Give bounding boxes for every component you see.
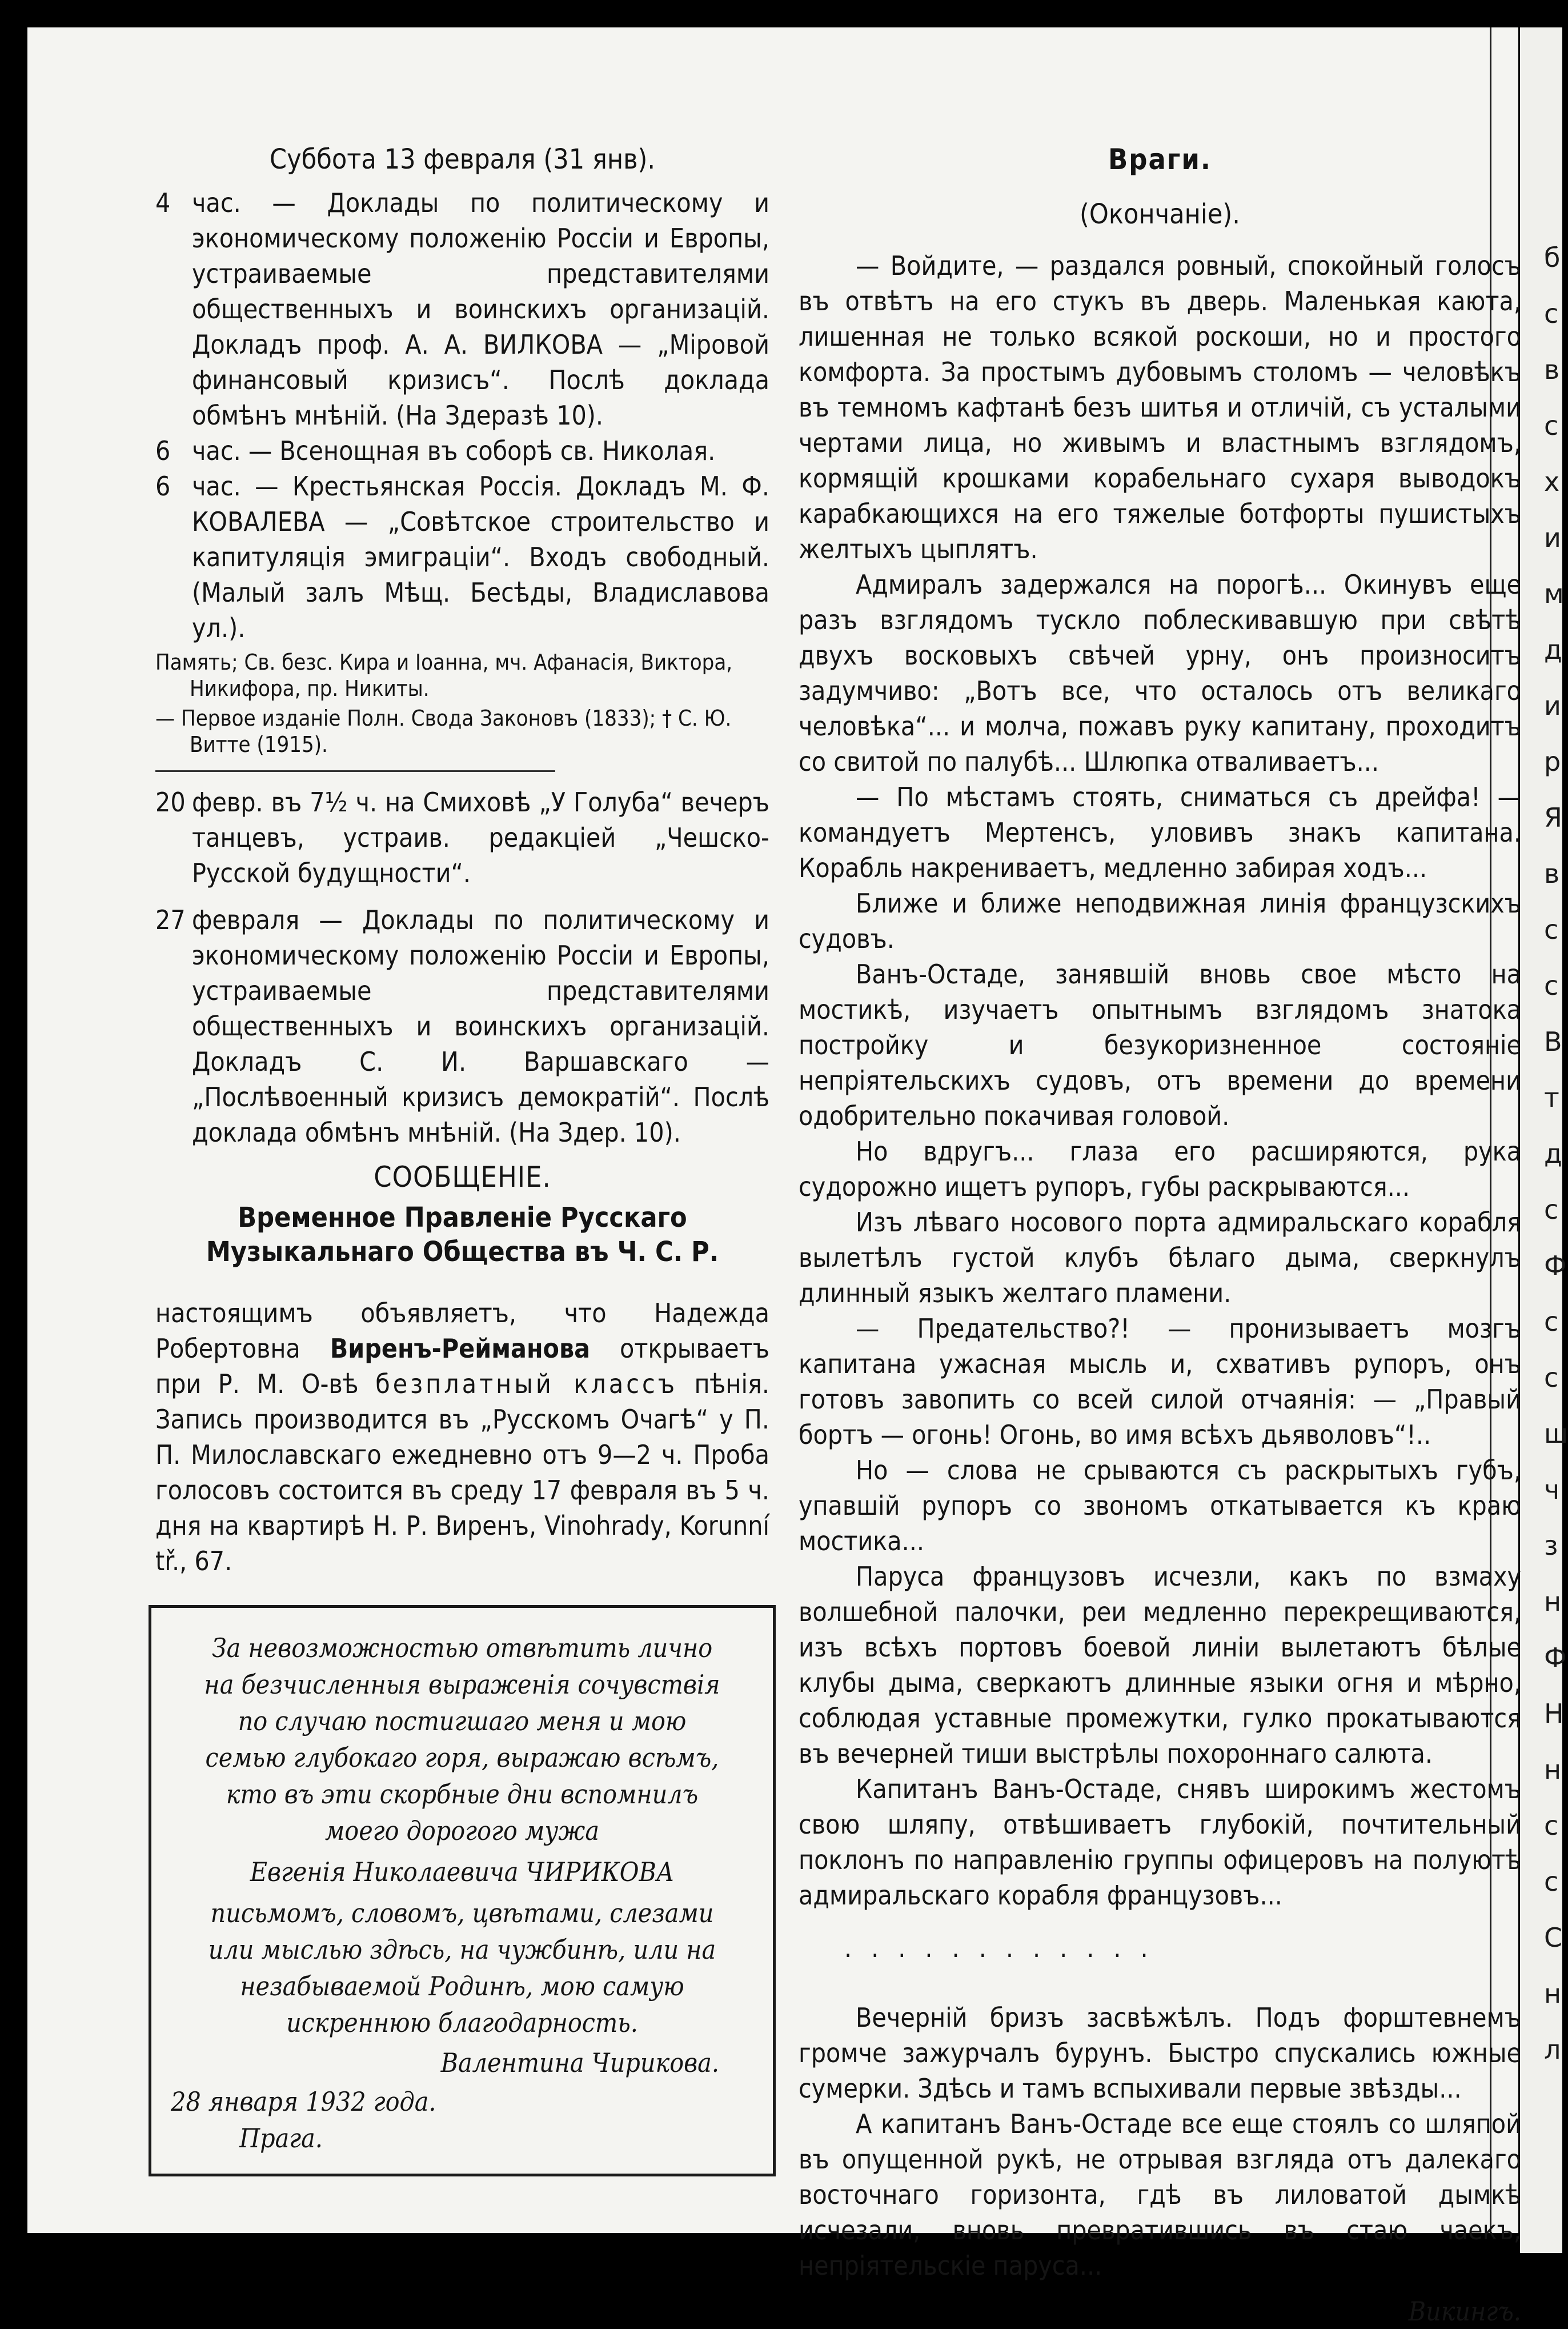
notice-line: моего дорогого мужа bbox=[324, 1815, 600, 1846]
calendar-entry bbox=[155, 185, 769, 433]
announcement-org: Временное Правленіе Русскаго Музыкальнаго Общества въ Ч. С. Р. bbox=[206, 1202, 719, 1268]
entry-text: час. — Доклады по политическому и экономическому положенію Россіи и Европы, устраиваемые представителями общественныхъ и воинскихъ организацій. Докладъ проф. А. А. ВИЛКОВА — „Міровой финансовый кризисъ“. Послѣ доклада обмѣнъ мнѣній. (На Здеразѣ 10). bbox=[192, 187, 769, 431]
adjacent-page-fragment: р bbox=[1544, 746, 1561, 777]
adjacent-page-fragment: н bbox=[1544, 1978, 1562, 2009]
calendar-entry bbox=[155, 433, 769, 469]
article-title: Враги. bbox=[1108, 143, 1212, 176]
article-subtitle: (Окончаніе). bbox=[1080, 198, 1240, 230]
entry-hour: 6 bbox=[155, 471, 171, 502]
article-body bbox=[799, 248, 1521, 1913]
adjacent-page-fragment: ш bbox=[1544, 1418, 1568, 1449]
adjacent-page-fragment: с bbox=[1544, 1306, 1559, 1337]
notice-signature: Валентина Чирикова. bbox=[440, 2047, 719, 2078]
adjacent-page-fragment: в bbox=[1544, 354, 1560, 385]
historical-memory: — Первое изданіе Полн. Свода Законовъ (1833); † С. Ю. Витте (1915). bbox=[155, 706, 732, 757]
adjacent-page-fragment: б bbox=[1544, 242, 1561, 273]
adjacent-page-fragment: н bbox=[1544, 1586, 1562, 1617]
adjacent-page-fragment: в bbox=[1544, 858, 1560, 889]
article-paragraph: Адмиралъ задержался на порогѣ... Окинувъ еще разъ взглядомъ тускло поблескивавшую при свѣтѣ двухъ восковыхъ свѣчей урну, онъ произноситъ задумчиво: „Вотъ все, что осталось отъ великаго человѣка“... и молча, пожавъ руку капитану, проходитъ со свитой по палубѣ... Шлюпка отваливаетъ... bbox=[799, 569, 1521, 777]
divider bbox=[155, 770, 555, 772]
adjacent-page-fragment: з bbox=[1544, 1530, 1558, 1561]
adjacent-page-fragment: Ф bbox=[1544, 1250, 1567, 1281]
adjacent-page-fragment: х bbox=[1544, 466, 1560, 497]
announcement-name: Виренъ-Рейманова bbox=[330, 1333, 591, 1364]
article-paragraph: А капитанъ Ванъ-Остаде все еще стоялъ со шляпой въ опущенной рукѣ, не отрывая взгляда отъ далекаго восточнаго горизонта, гдѣ въ лиловатой дымкѣ исчезали, вновь превратившись въ стаю чаекъ, непріятельскіе паруса... bbox=[799, 2108, 1521, 2281]
announcement-part: открываетъ при Р. М. О-вѣ bbox=[155, 1333, 769, 1399]
notice-line: или мыслью здѣсь, на чужбинѣ, или на bbox=[208, 1934, 716, 1965]
entry-hour: 6 bbox=[155, 435, 171, 466]
adjacent-page-fragment: с bbox=[1544, 1194, 1559, 1225]
entry-hour: 4 bbox=[155, 187, 171, 218]
entry-text: час. — Крестьянская Россія. Докладъ М. Ф. КОВАЛЕВА — „Совѣтское строительство и капитуляція эмиграціи“. Входъ свободный. (Малый залъ Мѣщ. Бесѣды, Владиславова ул.). bbox=[192, 471, 769, 643]
section-break-dots: ............ bbox=[844, 1932, 1168, 1963]
event-entry bbox=[155, 785, 769, 891]
adjacent-page-fragment: Ф bbox=[1544, 1642, 1567, 1673]
article-paragraph: — Предательство?! — пронизываетъ мозгъ капитана ужасная мысль и, схвативъ рупоръ, онъ готовъ завопить со всей силой отчаянія: — „Правый бортъ — огонь! Огонь, во имя всѣхъ дьяволовъ“!.. bbox=[799, 1313, 1521, 1450]
adjacent-page-fragment: с bbox=[1544, 970, 1559, 1001]
notice-line: письмомъ, словомъ, цвѣтами, слезами bbox=[210, 1898, 714, 1928]
adjacent-page-fragment: и bbox=[1544, 690, 1561, 721]
announcement-label: СООБЩЕНІЕ. bbox=[374, 1161, 551, 1194]
adjacent-page-strip bbox=[1520, 27, 1568, 2253]
notice-line: незабываемой Родинѣ, мою самую bbox=[240, 1971, 684, 2002]
notice-line: семью глубокаго горя, выражаю всѣмъ, bbox=[205, 1742, 719, 1773]
adjacent-page-fragment: с bbox=[1544, 1866, 1559, 1897]
adjacent-page-fragment: д bbox=[1544, 634, 1562, 665]
adjacent-page-fragment: с bbox=[1544, 410, 1559, 441]
article-paragraph: Ближе и ближе неподвижная линія французскихъ судовъ. bbox=[799, 888, 1521, 954]
right-column bbox=[799, 142, 1521, 2329]
event-text: февраля — Доклады по политическому и экономическому положенію Россіи и Европы, устраиваемые представителями общественныхъ и воинскихъ организацій. Докладъ С. И. Варшавскаго — „Послѣвоенный кризисъ демократій“. Послѣ доклада обмѣнъ мнѣній. (На Здер. 10). bbox=[192, 905, 769, 1148]
article-paragraph: Ванъ-Остаде, занявшій вновь свое мѣсто на мостикѣ, изучаетъ опытнымъ взглядомъ знатока постройку и безукоризненное состояніе непріятельскихъ судовъ, отъ времени до времени одобрительно покачивая головой. bbox=[799, 959, 1521, 1131]
notice-line: За невозможностью отвѣтить лично bbox=[211, 1632, 713, 1663]
notice-city: Прага. bbox=[239, 2123, 323, 2154]
adjacent-page-fragment: и bbox=[1544, 522, 1561, 553]
adjacent-page-fragment: Н bbox=[1544, 1698, 1564, 1729]
announcement-spaced: безплатный классъ bbox=[375, 1368, 677, 1399]
event-text: февр. въ 7½ ч. на Смиховѣ „У Голуба“ вечеръ танцевъ, устраив. редакціей „Чешско-Русской будущности“. bbox=[192, 787, 769, 889]
article-body-continued bbox=[799, 2000, 1521, 2283]
adjacent-page-fragment: н bbox=[1544, 1754, 1562, 1785]
announcement-part: пѣнія. Запись производится въ „Русскомъ Очагѣ“ у П. П. Милославскаго ежедневно отъ 9—2 ч. Проба голосовъ состоится въ среду 17 февраля въ 5 ч. дня на квартирѣ Н. Р. Виренъ, Vinohrady, Korunní tř., 67. bbox=[155, 1368, 769, 1576]
notice-line: по случаю постигшаго меня и мою bbox=[238, 1706, 687, 1736]
adjacent-page-fragment: С bbox=[1544, 1922, 1563, 1953]
adjacent-page-fragment: с bbox=[1544, 1362, 1559, 1393]
event-entry bbox=[155, 902, 769, 1150]
article-paragraph: Изъ лѣваго носового порта адмиральскаго корабля вылетѣлъ густой клубъ бѣлаго дыма, сверкнулъ длинный языкъ желтаго пламени. bbox=[799, 1207, 1521, 1308]
adjacent-page-fragment: м bbox=[1544, 578, 1564, 609]
notice-line: на безчисленныя выраженія сочувствія bbox=[204, 1669, 720, 1700]
adjacent-page-fragment: т bbox=[1544, 1082, 1559, 1113]
article-paragraph: — Войдите, — раздался ровный, спокойный голосъ въ отвѣтъ на его стукъ въ дверь. Маленькая каюта, лишенная не только всякой роскоши, но и простого комфорта. За простымъ дубовымъ столомъ — человѣкъ въ темномъ кафтанѣ безъ шитья и отличій, съ усталыми чертами лица, но живымъ и властнымъ взглядомъ, кормящій крошками корабельнаго сухаря выводокъ карабкающихся на его тяжелые ботфорты пушистыхъ желтыхъ цыплятъ. bbox=[799, 250, 1521, 565]
event-day: 20 bbox=[155, 787, 186, 818]
adjacent-page-fragment: Я bbox=[1544, 802, 1562, 833]
notice-date: 28 января 1932 года. bbox=[171, 2086, 436, 2117]
article-author: Викингъ. bbox=[1408, 2296, 1521, 2327]
article-paragraph: Паруса французовъ исчезли, какъ по взмаху волшебной палочки, реи медленно перекрещиваются, изъ всѣхъ портовъ боевой линіи вылетаютъ бѣлые клубы дыма, сверкаютъ длинные языки огня и мѣрно, соблюдая уставные промежутки, гулко прокатываются въ вечерней тиши выстрѣлы похороннаго салюта. bbox=[799, 1561, 1521, 1769]
calendar-entry bbox=[155, 469, 769, 646]
article-paragraph: Но вдругъ... глаза его расширяются, рука судорожно ищетъ рупоръ, губы раскрываются... bbox=[799, 1136, 1521, 1202]
event-day: 27 bbox=[155, 905, 186, 935]
saints-memory: Память; Св. безс. Кира и Іоанна, мч. Афанасія, Виктора, Никифора, пр. Никиты. bbox=[155, 650, 733, 701]
left-column bbox=[155, 142, 769, 2176]
adjacent-page-fragment: с bbox=[1544, 298, 1559, 329]
announcement-text bbox=[155, 1295, 769, 1579]
adjacent-page-fragment: л bbox=[1544, 2034, 1561, 2065]
adjacent-page-fragment: с bbox=[1544, 914, 1559, 945]
calendar-heading: Суббота 13 февраля (31 янв). bbox=[269, 143, 656, 175]
notice-line: кто въ эти скорбные дни вспомнилъ bbox=[226, 1779, 699, 1810]
announcement-part: настоящимъ объявляетъ, что Надежда Робертовна bbox=[155, 1298, 769, 1364]
notice-line: искреннюю благодарность. bbox=[286, 2007, 638, 2038]
notice-deceased-name: Евгенія Николаевича ЧИРИКОВА bbox=[250, 1856, 675, 1887]
adjacent-page-fragment: д bbox=[1544, 1138, 1562, 1169]
entry-text: час. — Всенощная въ соборѣ св. Николая. bbox=[192, 435, 716, 466]
adjacent-page-fragment: В bbox=[1544, 1026, 1562, 1057]
article-paragraph: Капитанъ Ванъ-Остаде, снявъ широкимъ жестомъ свою шляпу, отвѣшиваетъ глубокій, почтительный поклонъ по направленію группы офицеровъ на полуютѣ адмиральскаго корабля французовъ... bbox=[799, 1774, 1521, 1911]
article-paragraph: Но — слова не срываются съ раскрытыхъ губъ, упавшій рупоръ со звономъ откатывается къ краю мостика... bbox=[799, 1455, 1521, 1556]
adjacent-page-fragment: с bbox=[1544, 1810, 1559, 1841]
condolence-notice bbox=[149, 1605, 776, 2176]
article-paragraph: Вечерній бризъ засвѣжѣлъ. Подъ форштевнемъ громче зажурчалъ бурунъ. Быстро спускались южные сумерки. Здѣсь и тамъ вспыхивали первые звѣзды... bbox=[799, 2002, 1521, 2104]
adjacent-page-fragment: ч bbox=[1544, 1474, 1560, 1505]
article-paragraph: — По мѣстамъ стоять, сниматься съ дрейфа! — командуетъ Мертенсъ, уловивъ знакъ капитана. Корабль накрениваетъ, медленно забирая ходъ... bbox=[799, 782, 1521, 883]
